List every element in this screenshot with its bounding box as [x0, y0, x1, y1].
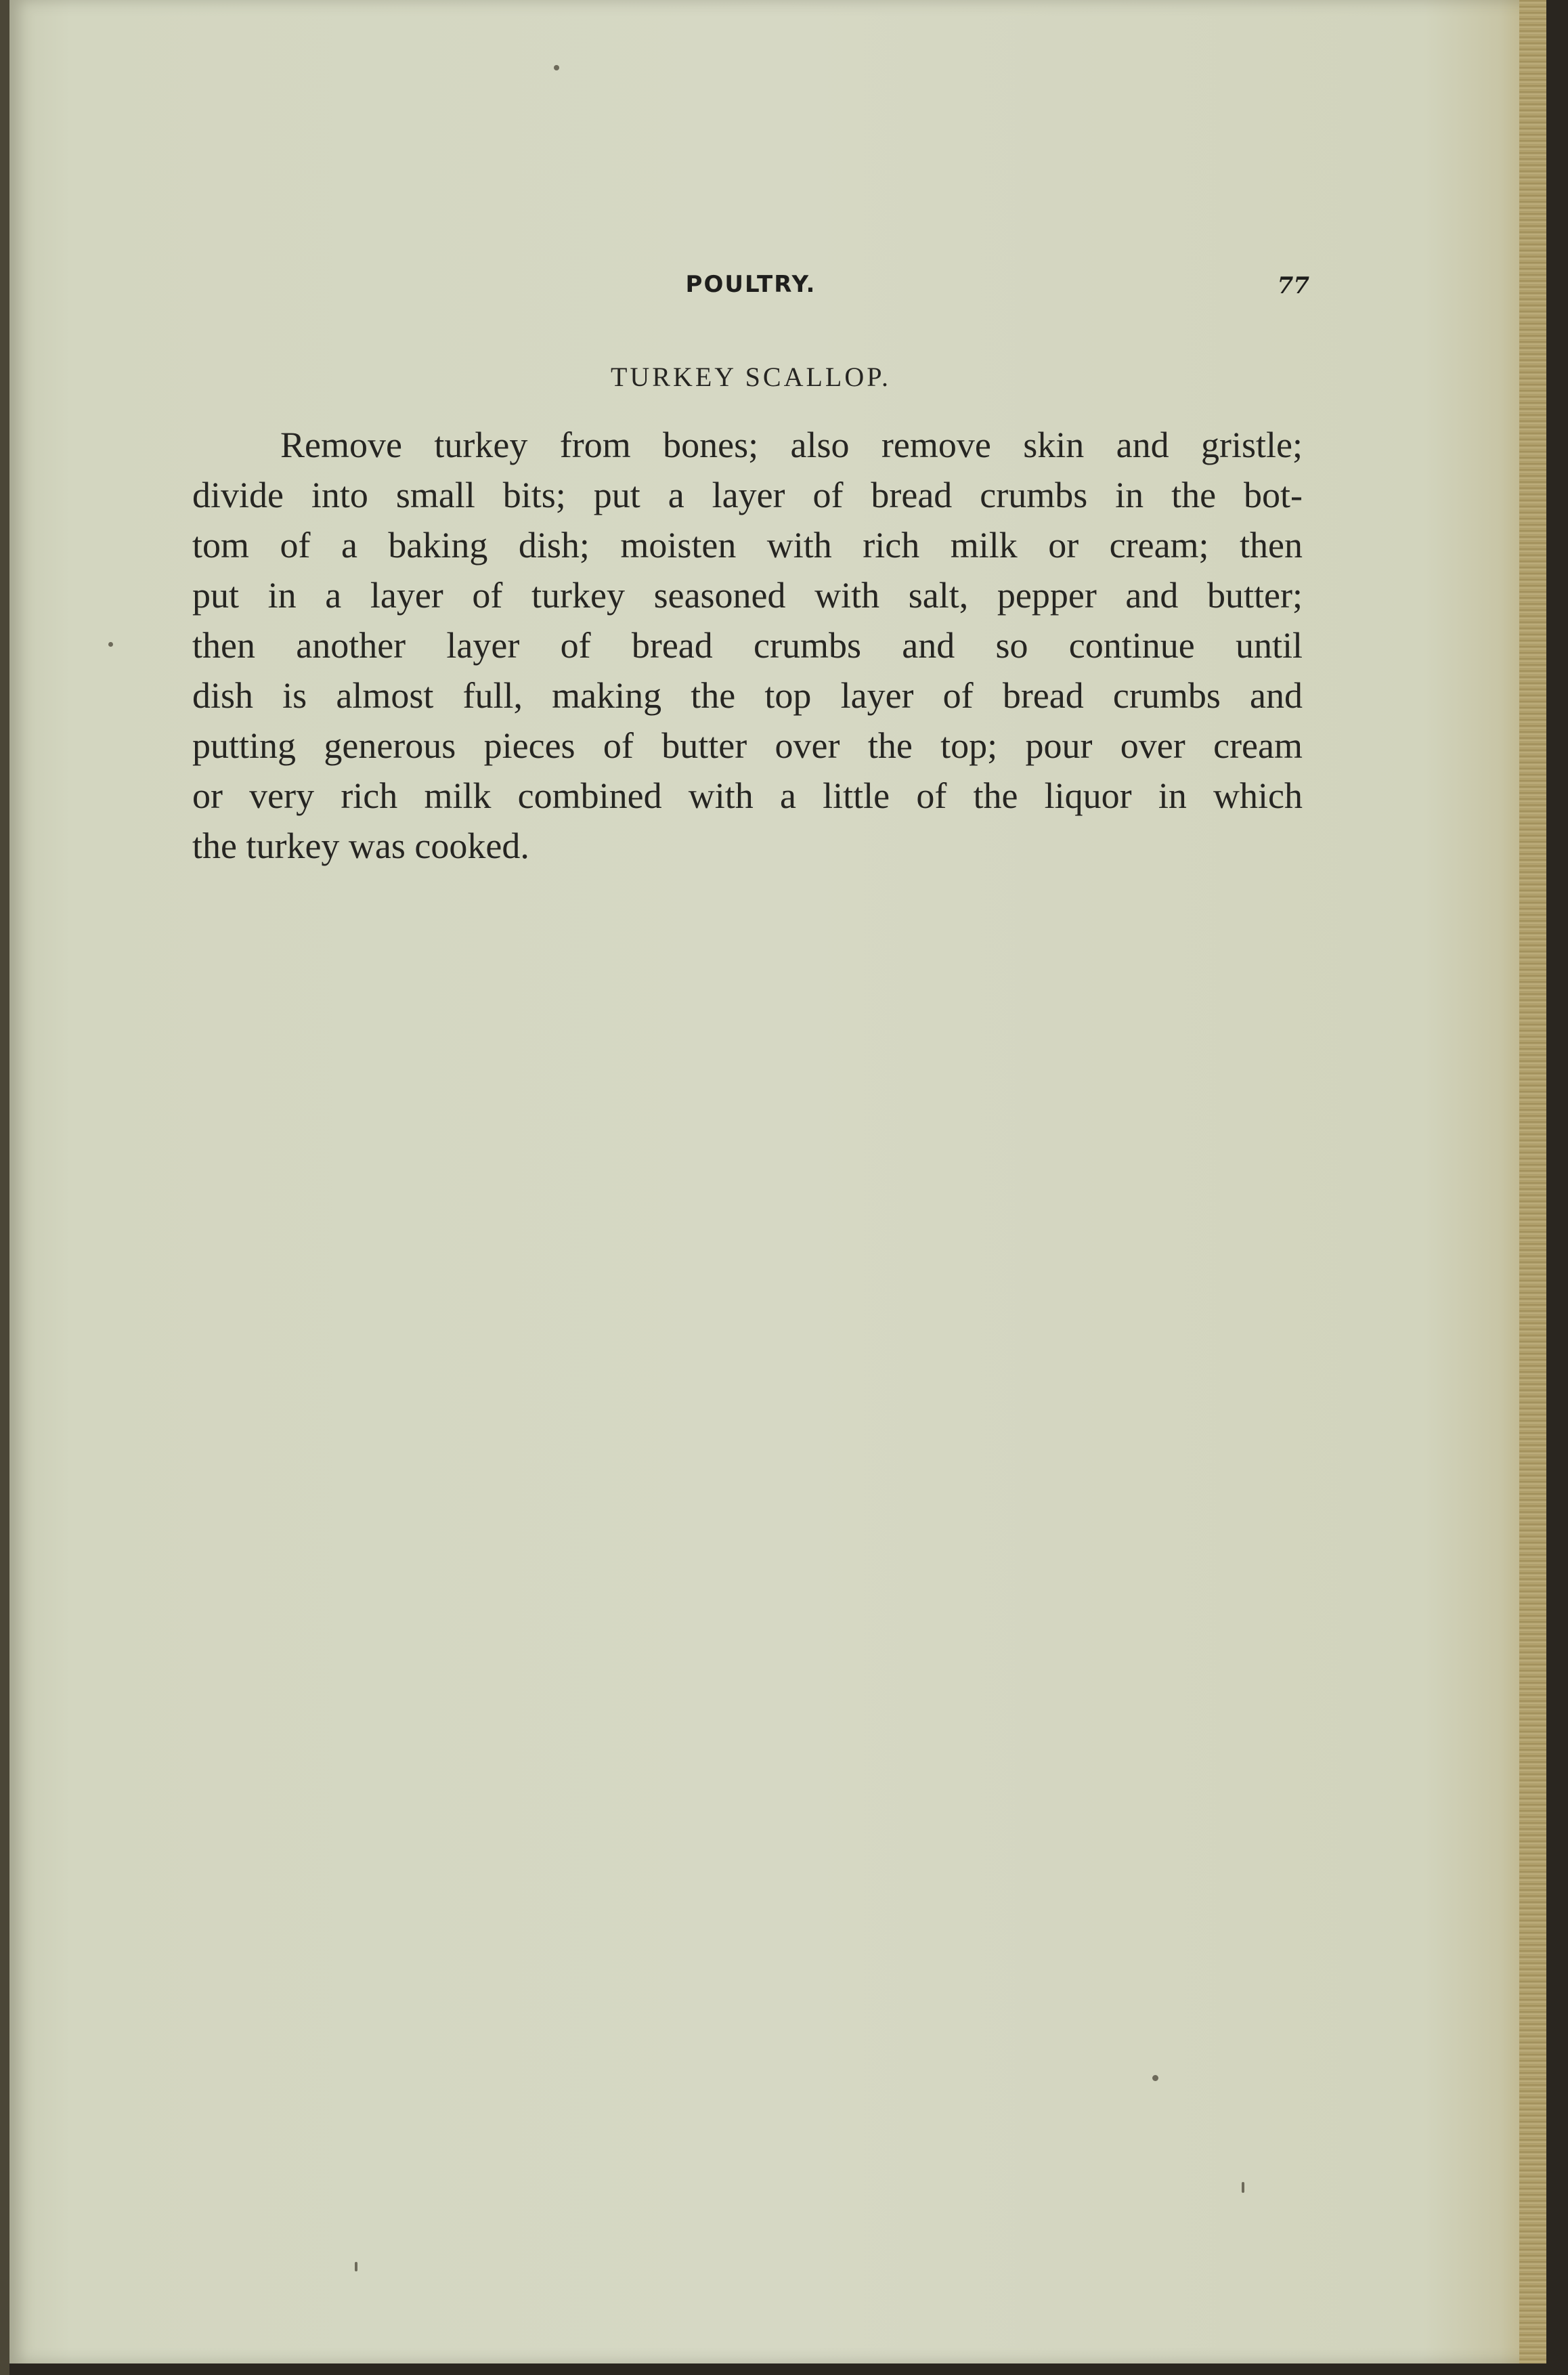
paper-speck	[108, 642, 113, 647]
book-spine-edge	[0, 0, 9, 2375]
body-line: tom of a baking dish; moisten with rich milk or cream; then	[192, 525, 1303, 565]
body-line: the turkey was cooked.	[192, 826, 529, 866]
body-line: Remove turkey from bones; also remove skin and gristle;	[280, 425, 1303, 465]
page-header	[192, 271, 1309, 312]
body-line: putting generous pieces of butter over the top; pour over cream	[192, 725, 1303, 766]
book-page	[9, 0, 1546, 2363]
paper-speck	[1242, 2182, 1244, 2193]
paper-speck	[1152, 2075, 1158, 2081]
running-head: POULTRY.	[685, 271, 816, 298]
body-line: or very rich milk combined with a little of the liquor in which	[192, 775, 1303, 816]
body-line: then another layer of bread crumbs and so continue until	[192, 625, 1303, 666]
page-fore-edge	[1519, 0, 1546, 2363]
recipe-body	[192, 420, 1303, 871]
body-line: dish is almost full, making the top layer of bread crumbs and	[192, 675, 1303, 716]
body-line: divide into small bits; put a layer of bread crumbs in the bot-	[192, 475, 1303, 515]
body-line: put in a layer of turkey seasoned with salt, pepper and butter;	[192, 575, 1303, 616]
paper-speck	[554, 65, 559, 70]
paper-speck	[355, 2262, 357, 2271]
recipe-title: TURKEY SCALLOP.	[610, 362, 892, 392]
page-number: 77	[1277, 272, 1309, 299]
